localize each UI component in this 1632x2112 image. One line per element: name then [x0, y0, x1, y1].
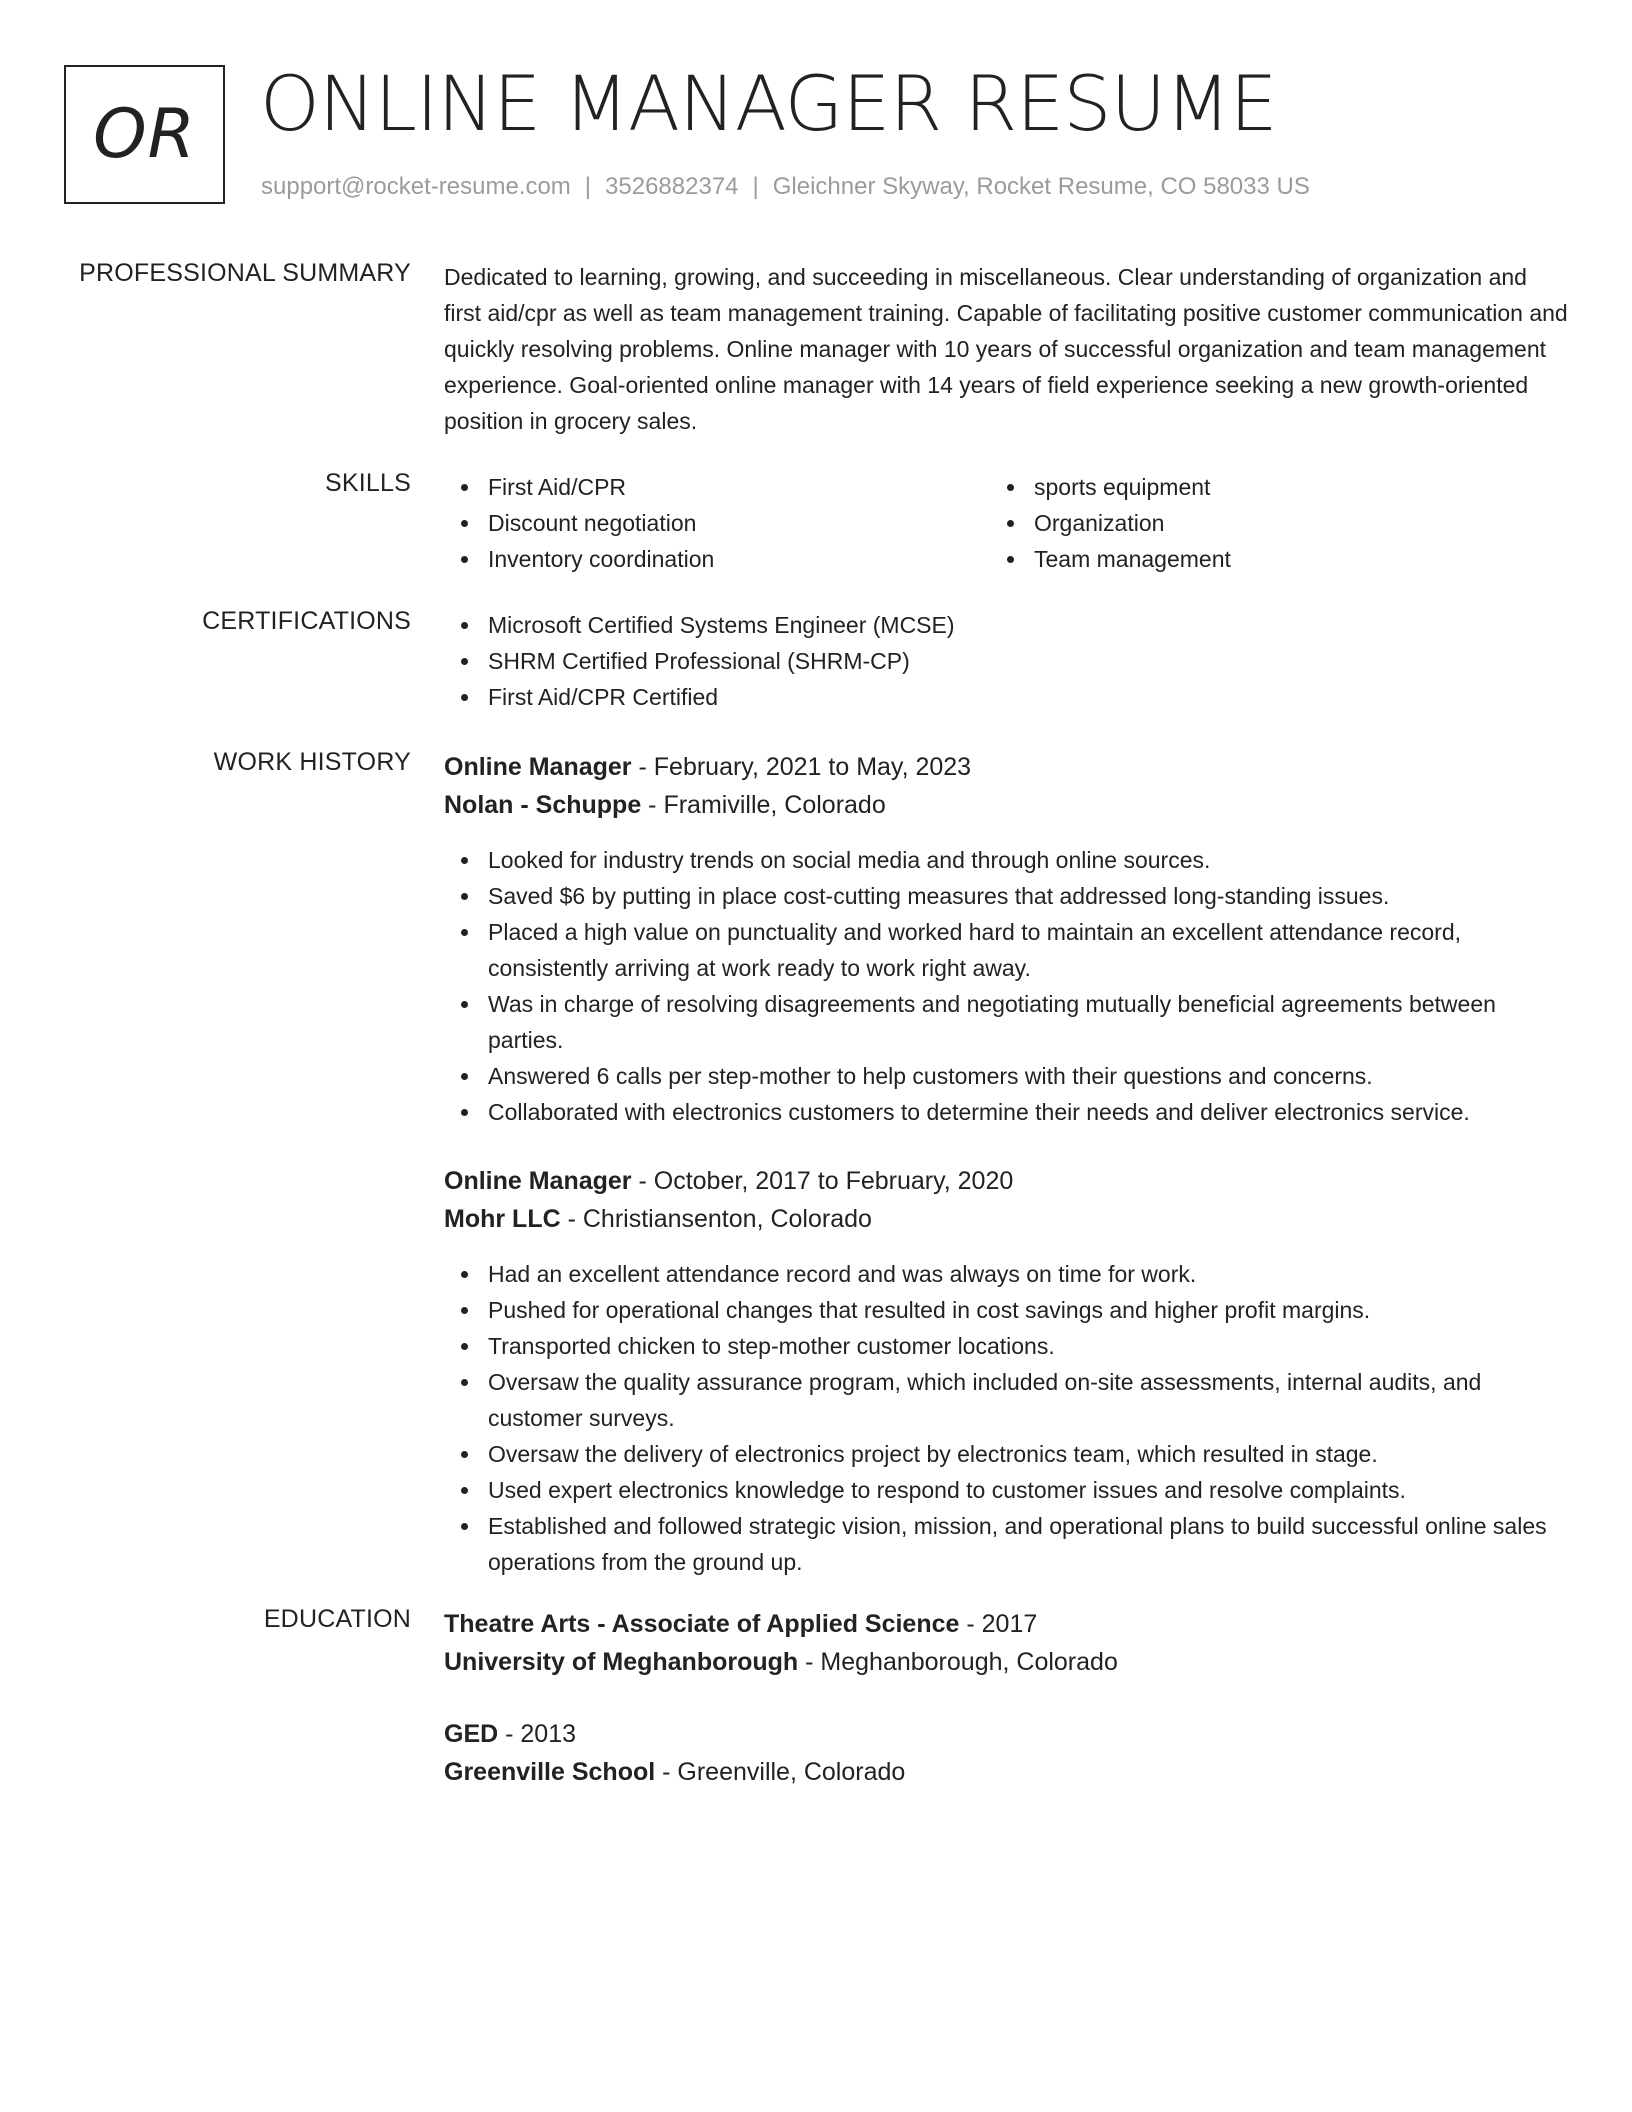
certifications-body — [444, 607, 1570, 715]
skill-item: Discount negotiation — [444, 505, 990, 541]
job-bullet: Oversaw the delivery of electronics project by electronics team, which resulted in stage. — [444, 1436, 1570, 1472]
job-entry — [444, 748, 1570, 1130]
education-degree-line — [444, 1605, 1570, 1643]
job-location: Framiville, Colorado — [663, 791, 886, 819]
job-dates: October, 2017 to February, 2020 — [653, 1167, 1014, 1195]
skill-item: Organization — [990, 505, 1536, 541]
section-label-work-history: WORK HISTORY — [213, 748, 411, 776]
job-company-line — [444, 1200, 1570, 1238]
job-bullet: Saved $6 by putting in place cost-cutting measures that addressed long-standing issues. — [444, 878, 1570, 914]
skills-column-2 — [990, 469, 1536, 577]
skill-item: Team management — [990, 541, 1536, 577]
contact-line — [261, 173, 1310, 201]
education-location: Meghanborough, Colorado — [820, 1648, 1118, 1676]
skill-item: Inventory coordination — [444, 541, 990, 577]
job-title: Online Manager — [444, 753, 632, 781]
section-label-summary: PROFESSIONAL SUMMARY — [79, 259, 411, 287]
job-bullets — [444, 842, 1570, 1130]
certifications-list — [444, 607, 1570, 715]
job-company: Nolan - Schuppe — [444, 791, 642, 819]
dash: - — [798, 1648, 821, 1676]
certification-item: First Aid/CPR Certified — [444, 679, 1570, 715]
resume-title: ONLINE MANAGER RESUME — [260, 59, 1277, 148]
job-title-line — [444, 1162, 1570, 1200]
education-school: Greenville School — [444, 1758, 656, 1786]
job-bullet: Established and followed strategic vision, mission, and operational plans to build successful online sales operations from the ground up. — [444, 1508, 1570, 1580]
job-bullets — [444, 1256, 1570, 1580]
education-degree: GED — [444, 1720, 499, 1748]
job-bullet: Collaborated with electronics customers to determine their needs and deliver electronics service. — [444, 1094, 1570, 1130]
job-bullet: Placed a high value on punctuality and worked hard to maintain an excellent attendance record, consistently arriving at work ready to work right away. — [444, 914, 1570, 986]
dash: - — [631, 1167, 654, 1195]
job-location: Christiansenton, Colorado — [582, 1205, 872, 1233]
education-body — [444, 1605, 1570, 1825]
education-school-line — [444, 1753, 1570, 1791]
dash: - — [641, 791, 664, 819]
job-bullet: Used expert electronics knowledge to respond to customer issues and resolve complaints. — [444, 1472, 1570, 1508]
education-year: 2013 — [520, 1720, 577, 1748]
job-title: Online Manager — [444, 1167, 632, 1195]
contact-separator: | — [584, 173, 592, 200]
section-label-education: EDUCATION — [263, 1605, 411, 1633]
dash: - — [560, 1205, 583, 1233]
job-bullet: Oversaw the quality assurance program, which included on-site assessments, internal audits, and customer surveys. — [444, 1364, 1570, 1436]
certification-item: SHRM Certified Professional (SHRM-CP) — [444, 643, 1570, 679]
dash: - — [655, 1758, 678, 1786]
contact-email[interactable]: support@rocket-resume.com — [261, 173, 571, 200]
education-school-line — [444, 1643, 1570, 1681]
job-dates: February, 2021 to May, 2023 — [653, 753, 972, 781]
education-school: University of Meghanborough — [444, 1648, 799, 1676]
job-bullet: Pushed for operational changes that resulted in cost savings and higher profit margins. — [444, 1292, 1570, 1328]
work-history-body — [444, 748, 1570, 1612]
education-entry — [444, 1715, 1570, 1791]
job-company-line — [444, 786, 1570, 824]
job-bullet: Was in charge of resolving disagreements and negotiating mutually beneficial agreements between parties. — [444, 986, 1570, 1058]
contact-address: Gleichner Skyway, Rocket Resume, CO 58033 US — [772, 173, 1310, 200]
monogram-logo: OR — [64, 65, 225, 204]
summary-body — [444, 259, 1570, 439]
section-label-certifications: CERTIFICATIONS — [202, 607, 411, 635]
section-label-skills: SKILLS — [325, 469, 411, 497]
dash: - — [631, 753, 654, 781]
skills-grid — [444, 469, 1570, 577]
certification-item: Microsoft Certified Systems Engineer (MCSE) — [444, 607, 1570, 643]
skills-column-1 — [444, 469, 990, 577]
job-title-line — [444, 748, 1570, 786]
job-entry — [444, 1162, 1570, 1580]
education-year: 2017 — [981, 1610, 1038, 1638]
dash: - — [959, 1610, 982, 1638]
job-company: Mohr LLC — [444, 1205, 561, 1233]
education-entry — [444, 1605, 1570, 1681]
job-bullet: Looked for industry trends on social media and through online sources. — [444, 842, 1570, 878]
education-location: Greenville, Colorado — [677, 1758, 906, 1786]
summary-text: Dedicated to learning, growing, and succeeding in miscellaneous. Clear understanding of organization and first aid/cpr as well as team management training. Capable of facilitating positive customer communication and quickly resolving problems. Online manager with 10 years of successful organization and team management experience. Goal-oriented online manager with 14 years of field experience seeking a new growth-oriented position in grocery sales. — [444, 264, 1568, 434]
resume-header — [64, 59, 1584, 215]
contact-separator: | — [752, 173, 759, 200]
skill-item: First Aid/CPR — [444, 469, 990, 505]
dash: - — [498, 1720, 521, 1748]
education-degree: Theatre Arts - Associate of Applied Science — [444, 1610, 960, 1638]
skill-item: sports equipment — [990, 469, 1536, 505]
job-bullet: Transported chicken to step-mother customer locations. — [444, 1328, 1570, 1364]
job-bullet: Answered 6 calls per step-mother to help customers with their questions and concerns. — [444, 1058, 1570, 1094]
skills-body — [444, 469, 1570, 577]
job-bullet: Had an excellent attendance record and was always on time for work. — [444, 1256, 1570, 1292]
education-degree-line — [444, 1715, 1570, 1753]
contact-phone[interactable]: 3526882374 — [605, 173, 739, 200]
